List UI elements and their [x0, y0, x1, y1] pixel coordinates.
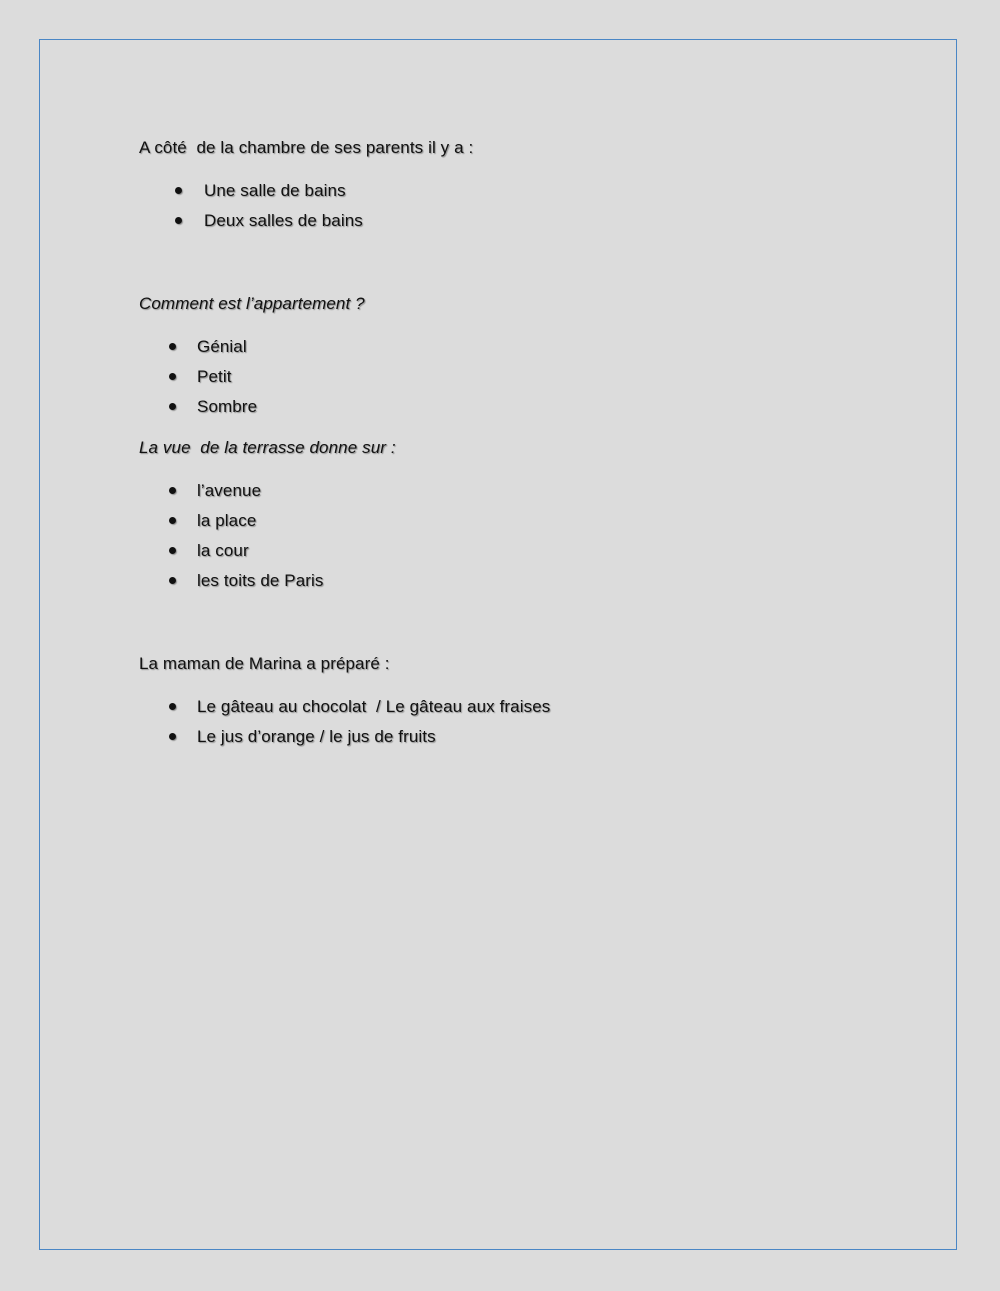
option-label: Le jus d’orange / le jus de fruits: [197, 727, 436, 746]
question-4-option-2[interactable]: [169, 726, 436, 756]
bullet-icon: [169, 703, 176, 710]
question-2-prompt: Comment est l’appartement ?: [139, 294, 365, 313]
question-2-option-3[interactable]: [169, 396, 258, 426]
bullet-icon: [169, 343, 176, 350]
question-1-option-1[interactable]: [175, 180, 346, 210]
option-label: l’avenue: [197, 481, 262, 500]
question-1-option-2[interactable]: [175, 210, 363, 240]
option-label: Le gâteau au chocolat / Le gâteau aux fraises: [197, 697, 551, 716]
question-3-option-4[interactable]: [169, 570, 324, 600]
question-2-option-2[interactable]: [169, 366, 232, 396]
option-label: Petit: [197, 367, 232, 386]
question-3-option-1[interactable]: [169, 480, 262, 510]
bullet-icon: [175, 217, 182, 224]
bullet-icon: [169, 403, 176, 410]
bullet-icon: [169, 517, 176, 524]
question-2-option-1[interactable]: [169, 336, 247, 366]
question-4-option-1[interactable]: [169, 696, 551, 726]
bullet-icon: [169, 733, 176, 740]
option-label: la cour: [197, 541, 249, 560]
option-label: Deux salles de bains: [204, 211, 363, 230]
question-3-option-3[interactable]: [169, 540, 249, 570]
question-4-prompt: La maman de Marina a préparé :: [139, 654, 390, 673]
question-1-prompt: A côté de la chambre de ses parents il y a :: [139, 138, 474, 157]
bullet-icon: [169, 577, 176, 584]
bullet-icon: [169, 487, 176, 494]
question-3-options: [169, 480, 324, 600]
option-label: les toits de Paris: [197, 571, 324, 590]
bullet-icon: [169, 547, 176, 554]
bullet-icon: [169, 373, 176, 380]
question-3-prompt: La vue de la terrasse donne sur :: [139, 438, 396, 457]
option-label: Sombre: [197, 397, 258, 416]
question-2-options: [169, 336, 258, 426]
option-label: Génial: [197, 337, 247, 356]
option-label: Une salle de bains: [204, 181, 346, 200]
question-1-options: [175, 180, 363, 240]
question-3-option-2[interactable]: [169, 510, 257, 540]
question-4-options: [169, 696, 551, 756]
option-label: la place: [197, 511, 257, 530]
bullet-icon: [175, 187, 182, 194]
